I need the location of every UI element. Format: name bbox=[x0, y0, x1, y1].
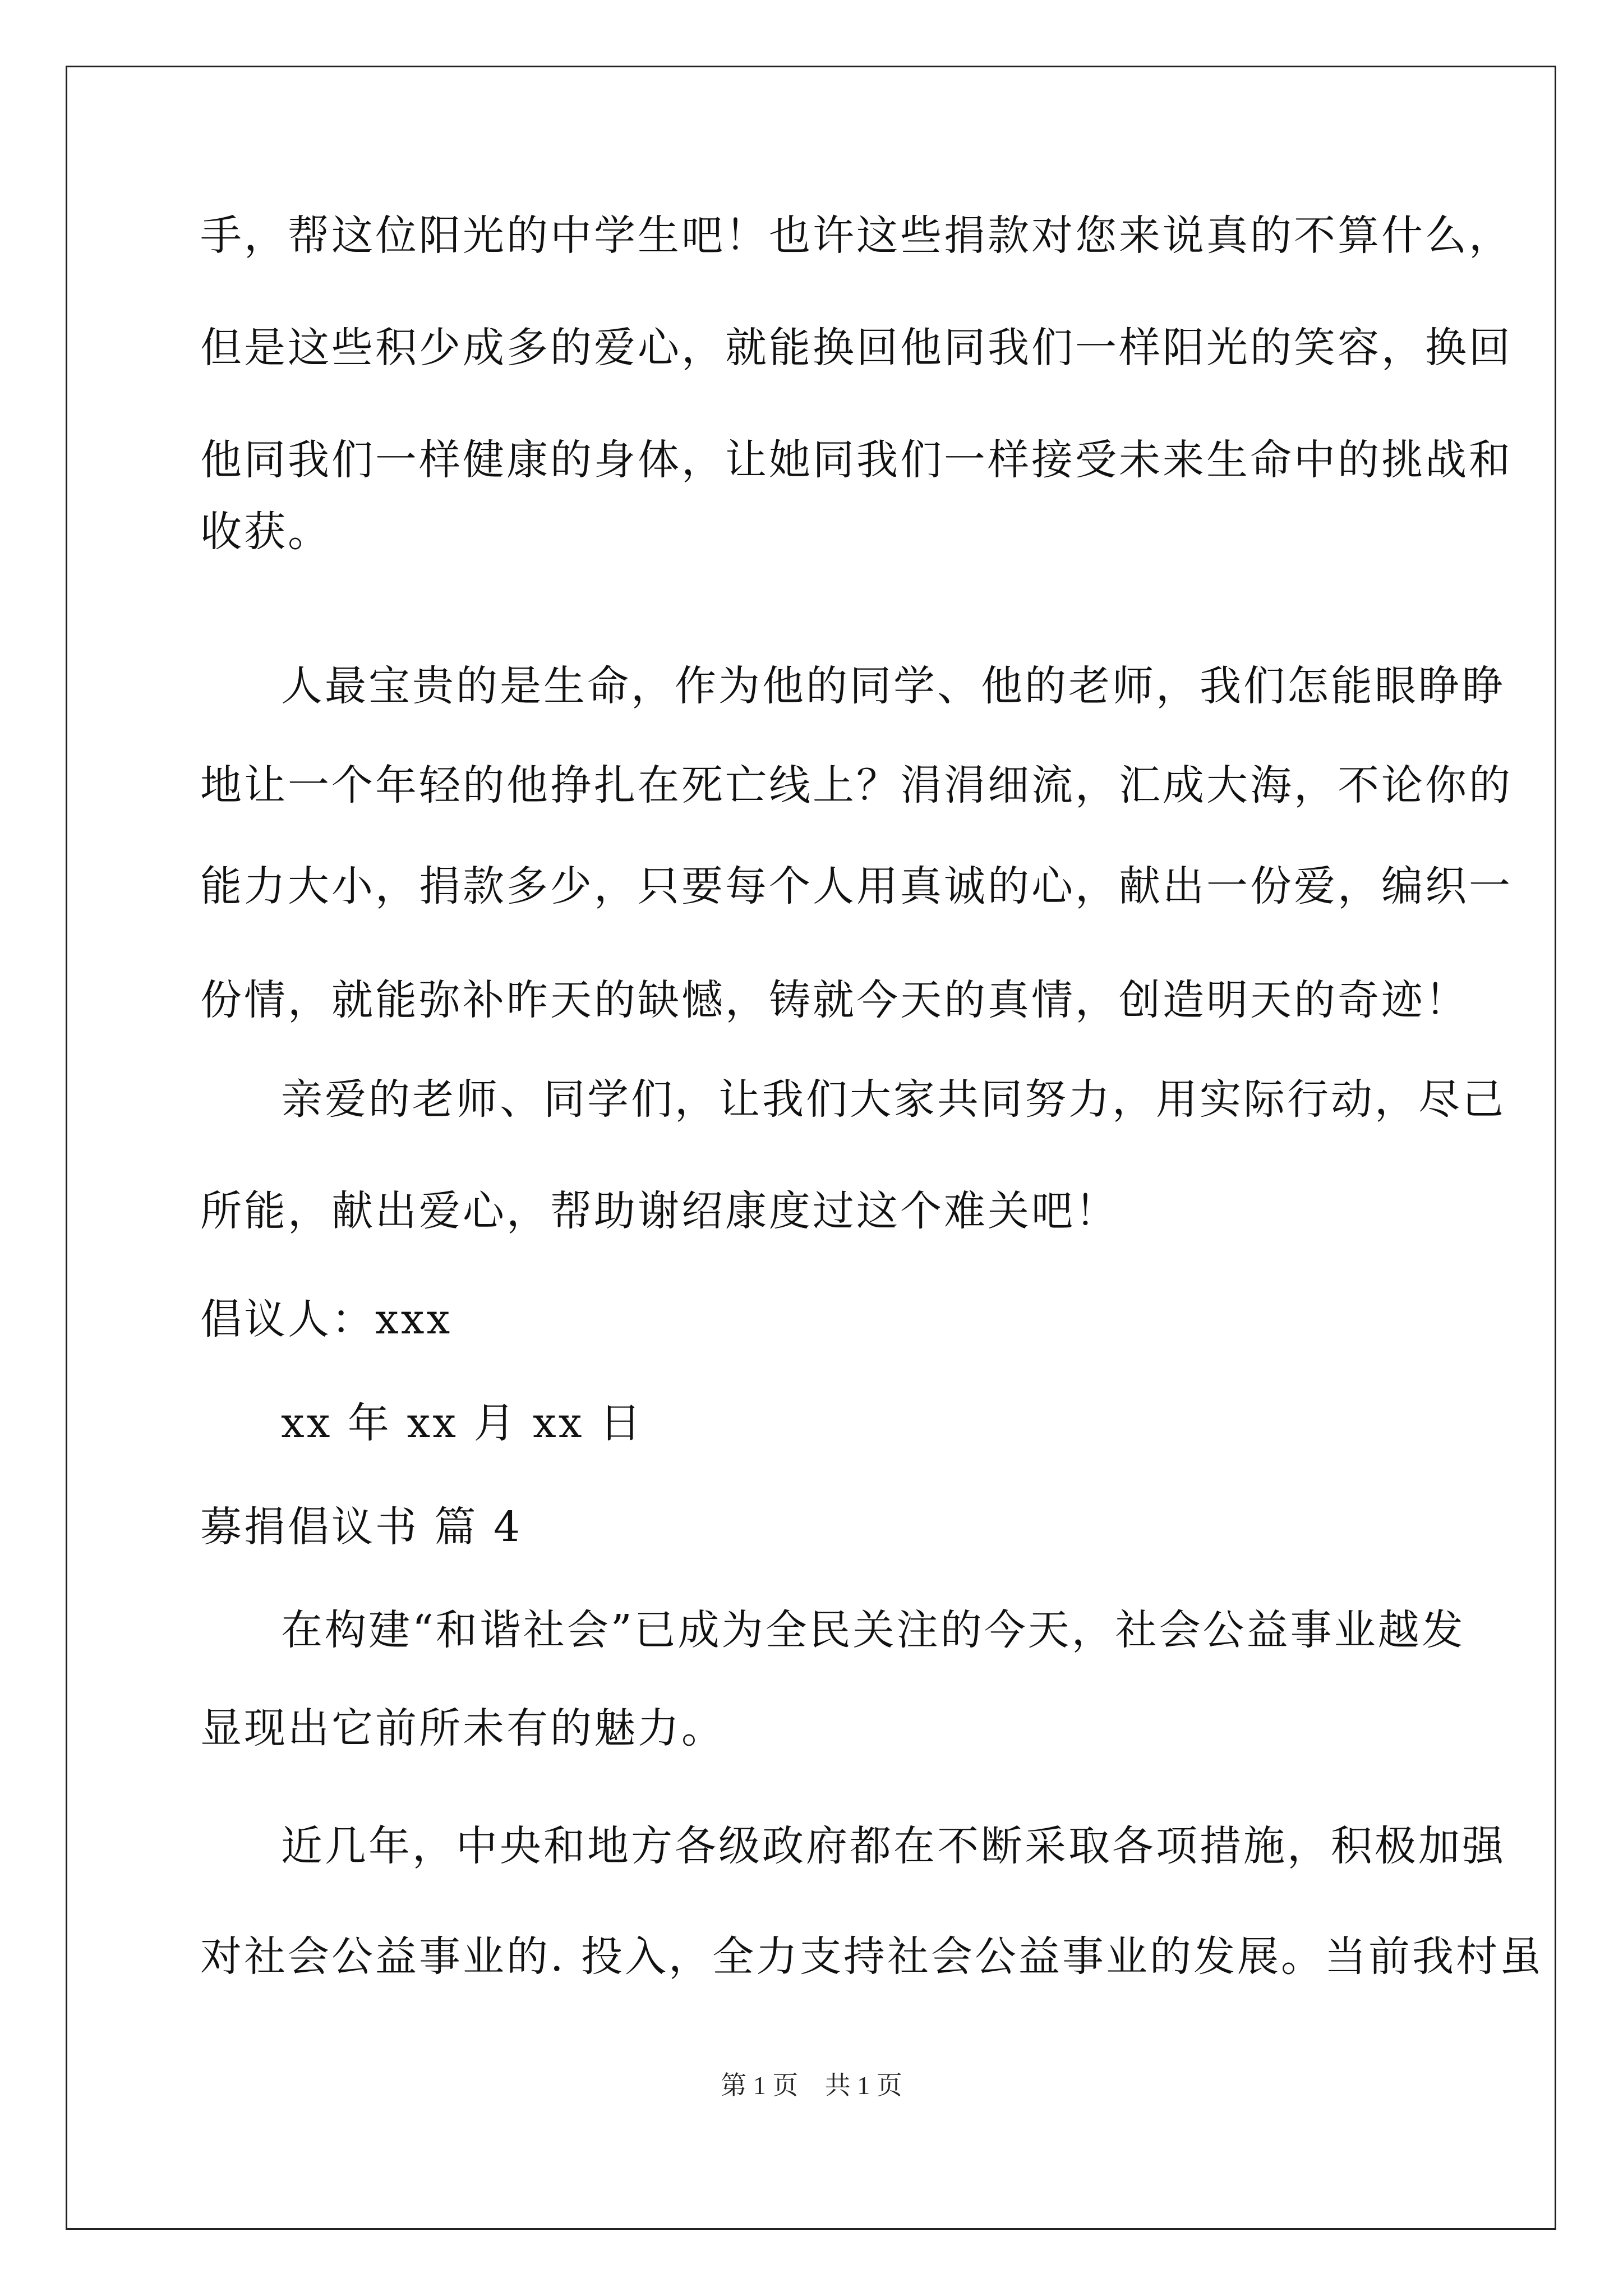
text-line-2: 但是这些积少成多的爱心，就能换回他同我们一样阳光的笑容，换回 bbox=[200, 324, 1513, 372]
paragraph-4-line-1: 在构建“和谐社会”已成为全民关注的今天，社会公益事业越发 bbox=[281, 1606, 1465, 1654]
paragraph-2-line-2: 地让一个年轻的他挣扎在死亡线上？涓涓细流，汇成大海，不论你的 bbox=[200, 761, 1513, 809]
paragraph-2-line-1: 人最宝贵的是生命，作为他的同学、他的老师，我们怎能眼睁睁 bbox=[281, 662, 1506, 710]
paragraph-3-line-1: 亲爱的老师、同学们，让我们大家共同努力，用实际行动，尽己 bbox=[281, 1075, 1506, 1124]
text-line-4: 收获。 bbox=[200, 508, 331, 556]
paragraph-3-line-2: 所能，献出爱心，帮助谢绍康度过这个难关吧！ bbox=[200, 1187, 1119, 1235]
date-line: xx 年 xx 月 xx 日 bbox=[281, 1399, 644, 1447]
paragraph-5-line-2: 对社会公益事业的. 投入，全力支持社会公益事业的发展。当前我村虽 bbox=[200, 1932, 1544, 1981]
paragraph-2-line-3: 能力大小，捐款多少，只要每个人用真诚的心，献出一份爱，编织一 bbox=[200, 862, 1513, 910]
paragraph-5-line-1: 近几年，中央和地方各级政府都在不断采取各项措施，积极加强 bbox=[281, 1822, 1506, 1870]
section-heading: 募捐倡议书 篇 4 bbox=[200, 1503, 523, 1551]
initiator-line: 倡议人：xxx bbox=[200, 1295, 453, 1343]
page-total: 共 1 页 bbox=[824, 2071, 902, 2100]
text-line-3: 他同我们一样健康的身体，让她同我们一样接受未来生命中的挑战和 bbox=[200, 436, 1513, 484]
page-number: 第 1 页 bbox=[721, 2071, 799, 2100]
page-border bbox=[66, 66, 1556, 2230]
paragraph-4-line-2: 显现出它前所未有的魅力。 bbox=[200, 1704, 725, 1752]
page-footer bbox=[0, 2069, 1623, 2102]
text-line-1: 手，帮这位阳光的中学生吧！也许这些捐款对您来说真的不算什么， bbox=[200, 211, 1513, 260]
paragraph-2-line-4: 份情，就能弥补昨天的缺憾，铸就今天的真情，创造明天的奇迹！ bbox=[200, 976, 1469, 1024]
